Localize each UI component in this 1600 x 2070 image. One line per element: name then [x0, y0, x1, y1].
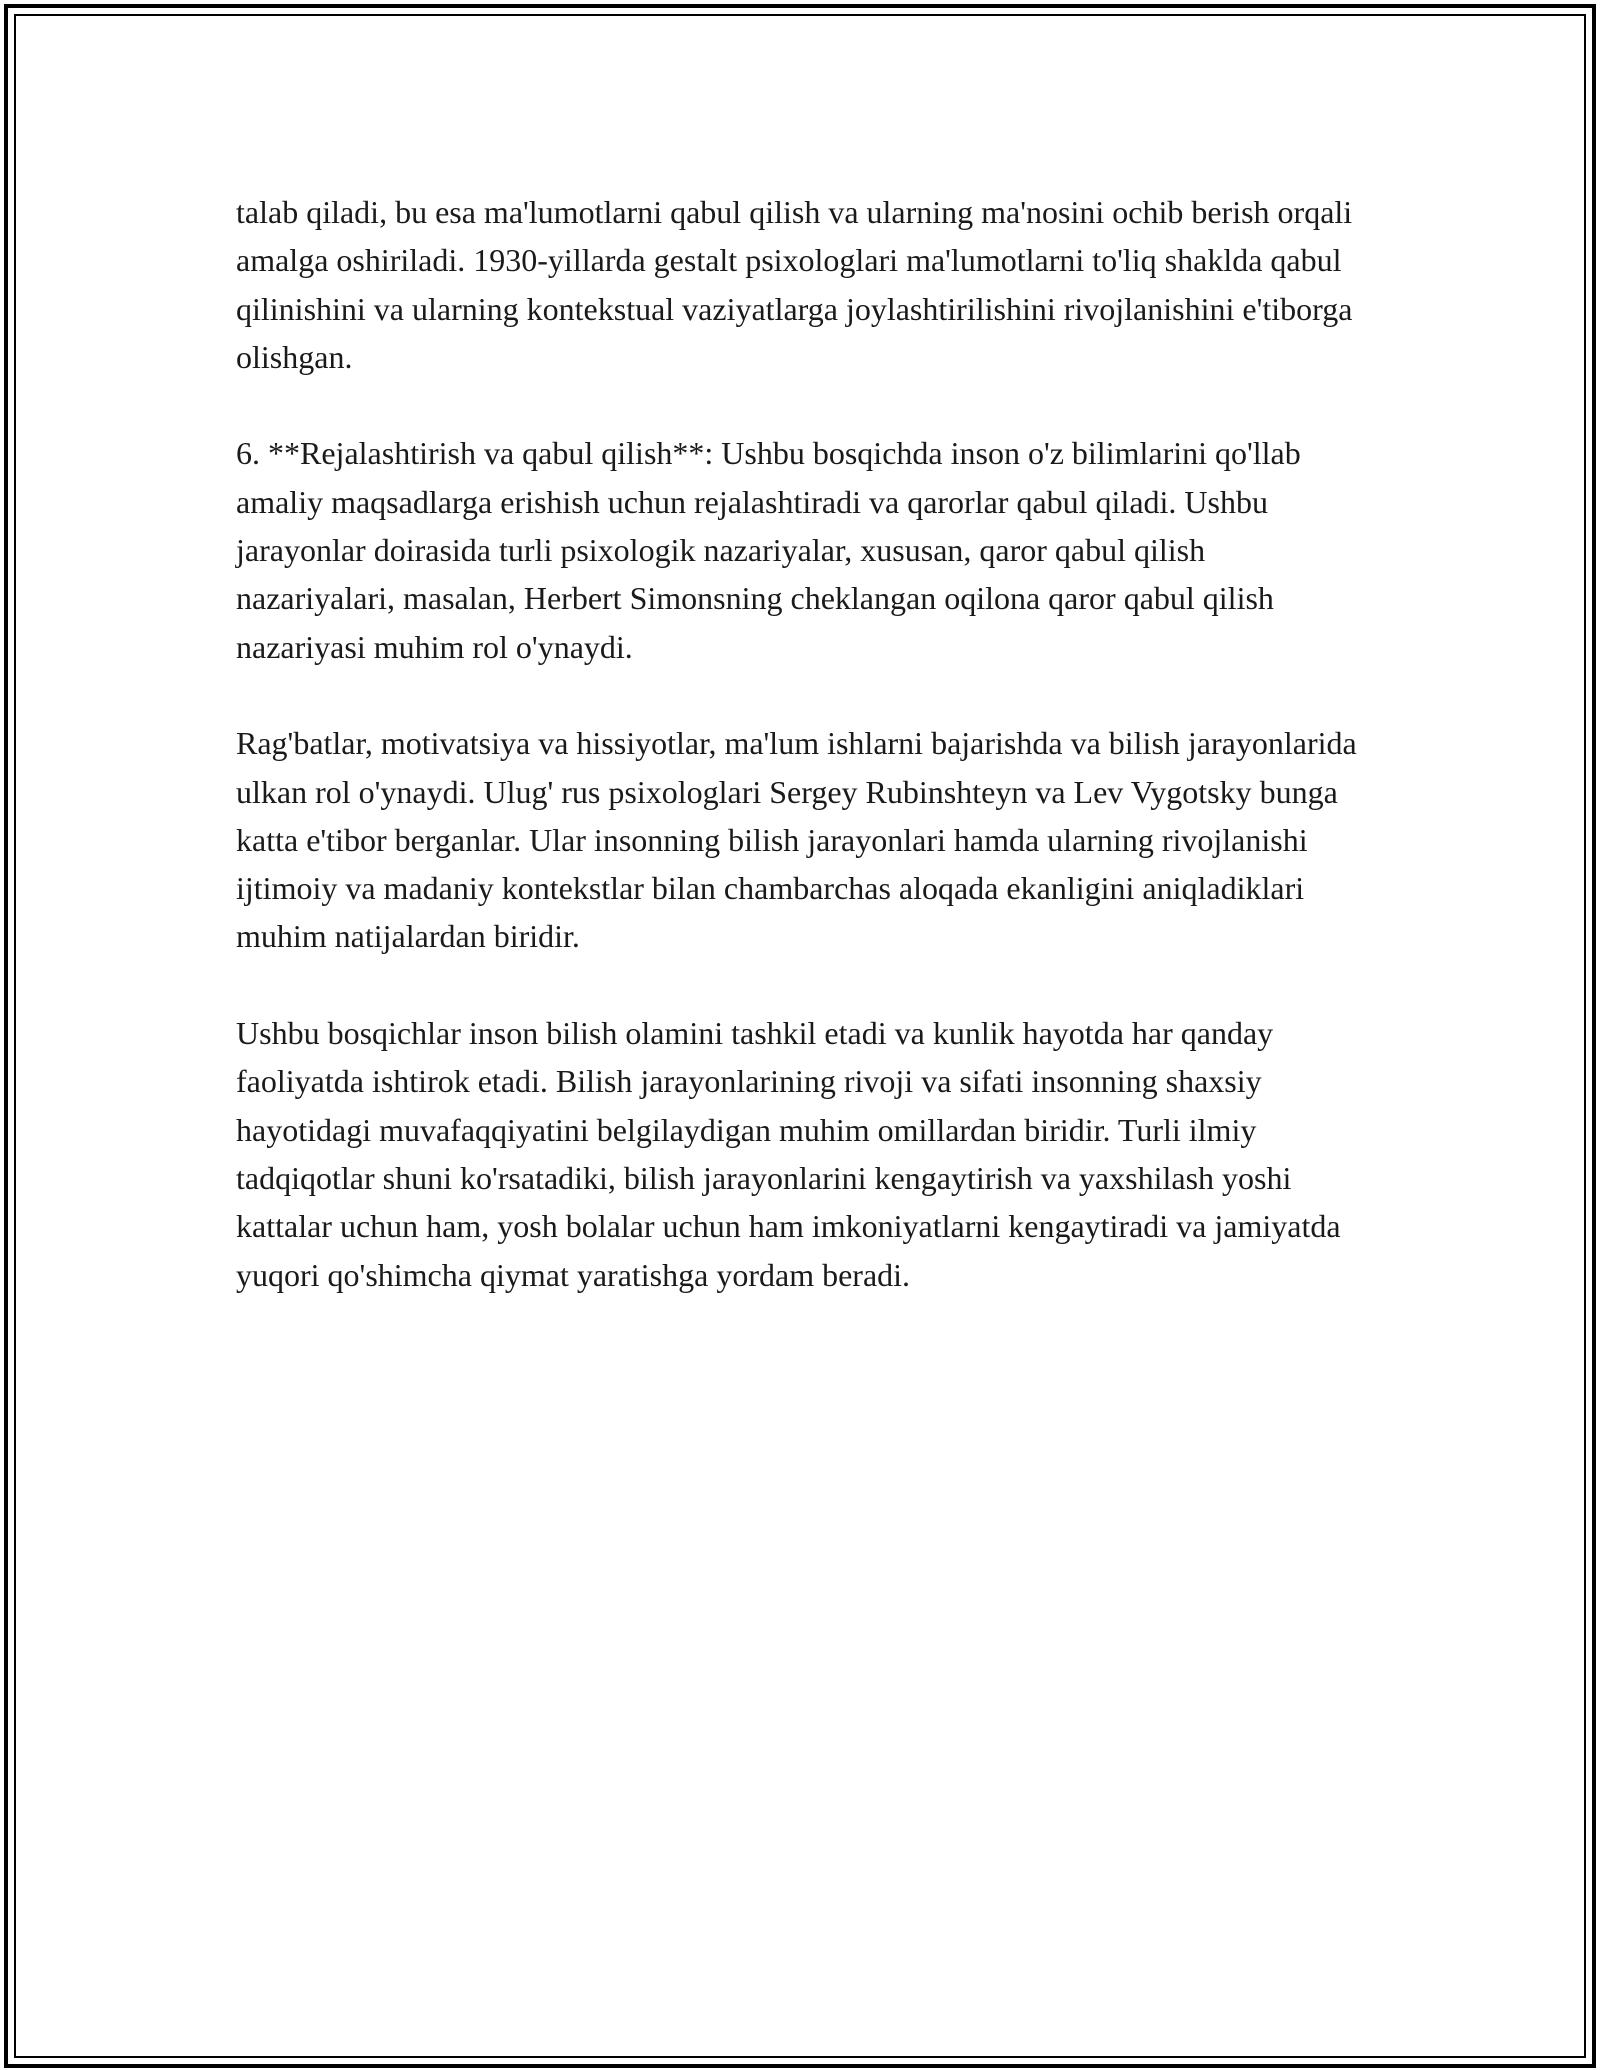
paragraph-planning: 6. **Rejalashtirish va qabul qilish**: Ushbu bosqichda inson o'z bilimlarini qo'llab amaliy maqsadlarga erishish uchun rejalashtiradi va qarorlar qabul qiladi. Ushbu jarayonlar doirasida turli psixologik nazariyalar, xususan, qaror qabul qilish nazariyalari, masalan, Herbert Simonsning cheklangan oqilona qaror qabul qilish nazariyasi muhim rol o'ynaydi.: [236, 435, 1301, 665]
paragraph-conclusion: Ushbu bosqichlar inson bilish olamini tashkil etadi va kunlik hayotda har qanday faoliyatda ishtirok etadi. Bilish jarayonlarining rivoji va sifati insonning shaxsiy hayotidagi muvafaqqiyatini belgilaydigan muhim omillardan biridir. Turli ilmiy tadqiqotlar shuni ko'rsatadiki, bilish jarayonlarini kengaytirish va yaxshilash yoshi kattalar uchun ham, yosh bolalar uchun ham imkoniyatlarni kengaytiradi va jamiyatda yuqori qo'shimcha qiymat yaratishga yordam beradi.: [236, 1015, 1341, 1293]
document-body: [236, 188, 1366, 1347]
paragraph-motivation: Rag'batlar, motivatsiya va hissiyotlar, ma'lum ishlarni bajarishda va bilish jarayonlarida ulkan rol o'ynaydi. Ulug' rus psixologlari Sergey Rubinshteyn va Lev Vygotsky bunga katta e'tibor berganlar. Ular insonning bilish jarayonlari hamda ularning rivojlanishi ijtimoiy va madaniy kontekstlar bilan chambarchas aloqada ekanligini aniqladiklari muhim natijalardan biridir.: [236, 725, 1357, 955]
paragraph-gestalt: talab qiladi, bu esa ma'lumotlarni qabul qilish va ularning ma'nosini ochib berish orqali amalga oshiriladi. 1930-yillarda gestalt psixologlari ma'lumotlarni to'liq shaklda qabul qilinishini va ularning kontekstual vaziyatlarga joylashtirilishini rivojlanishini e'tiborga olishgan.: [236, 194, 1353, 375]
